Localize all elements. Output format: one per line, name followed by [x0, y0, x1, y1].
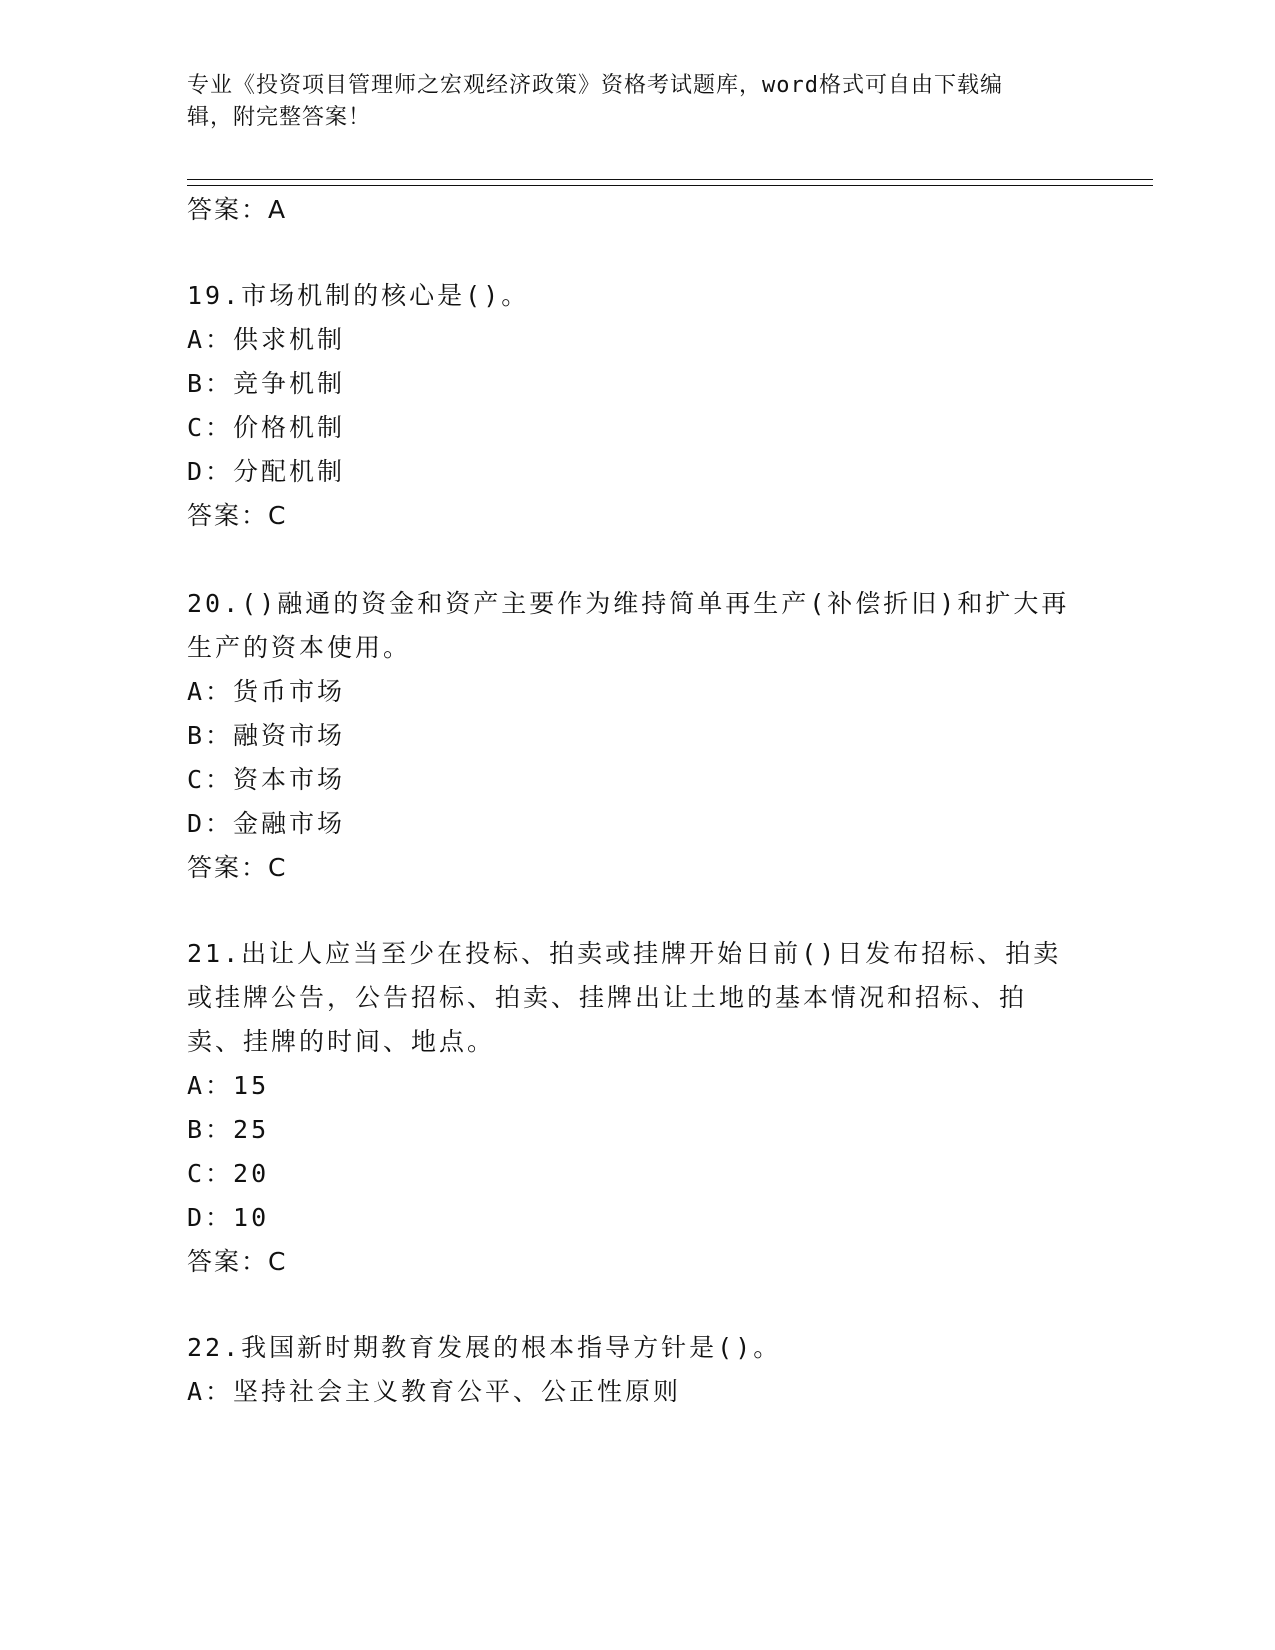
q20-option-d: D：金融市场: [187, 809, 346, 838]
q19-stem: 19.市场机制的核心是()。: [187, 281, 530, 310]
header-line-2: 辑，附完整答案！: [187, 105, 372, 130]
q20-option-a: A：货币市场: [187, 677, 346, 706]
q19-option-d: D：分配机制: [187, 457, 346, 486]
q20-stem-line-2: 生产的资本使用。: [187, 633, 412, 662]
q21-stem-line-2: 或挂牌公告，公告招标、拍卖、挂牌出让土地的基本情况和招标、拍: [187, 983, 1028, 1012]
q21-option-b: B：25: [187, 1115, 270, 1144]
q21-option-c: C：20: [187, 1159, 270, 1188]
q21-stem-line-3: 卖、挂牌的时间、地点。: [187, 1027, 496, 1056]
q20-option-b: B：融资市场: [187, 721, 346, 750]
q22-stem: 22.我国新时期教育发展的根本指导方针是()。: [187, 1333, 782, 1362]
q19-answer: 答案：C: [187, 501, 288, 530]
q19-option-a: A：供求机制: [187, 325, 346, 354]
q21-stem-line-1: 21.出让人应当至少在投标、拍卖或挂牌开始日前()日发布招标、拍卖: [187, 939, 1062, 968]
header-rule-bottom: [187, 185, 1153, 186]
q21-option-d: D：10: [187, 1203, 270, 1232]
header-line-1: 专业《投资项目管理师之宏观经济政策》资格考试题库，word格式可自由下载编: [187, 73, 1003, 98]
q21-option-a: A：15: [187, 1071, 270, 1100]
q21-answer: 答案：C: [187, 1247, 288, 1276]
previous-answer: 答案：A: [187, 195, 288, 224]
q19-option-b: B：竞争机制: [187, 369, 346, 398]
q20-answer: 答案：C: [187, 853, 288, 882]
q19-option-c: C：价格机制: [187, 413, 346, 442]
document-header: [187, 70, 1087, 134]
q20-stem-line-1: 20.()融通的资金和资产主要作为维持简单再生产(补偿折旧)和扩大再: [187, 589, 1070, 618]
q22-option-a: A：坚持社会主义教育公平、公正性原则: [187, 1377, 682, 1406]
q20-option-c: C：资本市场: [187, 765, 346, 794]
header-rule-top: [187, 179, 1153, 180]
